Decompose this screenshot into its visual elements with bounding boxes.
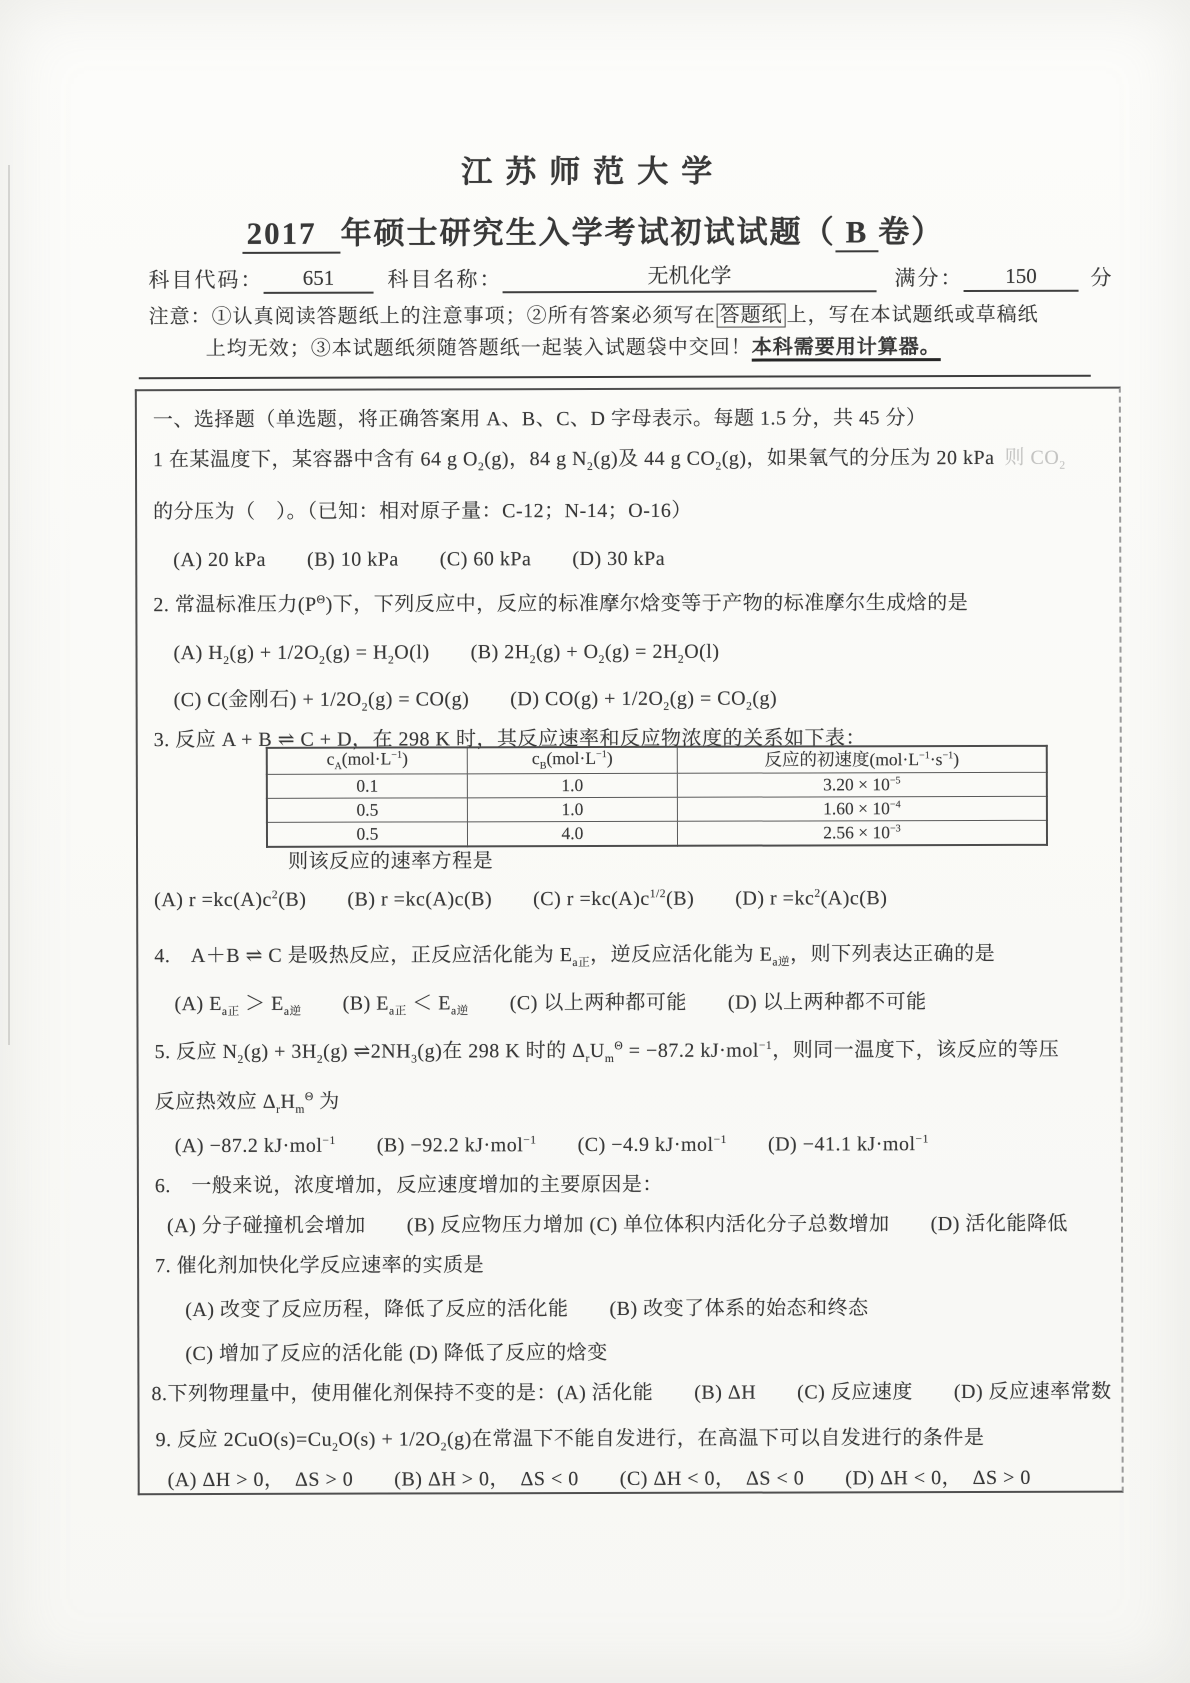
subject-meta-row bbox=[148, 259, 1113, 295]
table-cell: $1.60 \times 10^{-4}$ bbox=[677, 796, 1047, 821]
subject-code-label: 科目代码： bbox=[148, 267, 264, 293]
question-1-faded-tail: 则 $CO_2$ bbox=[1004, 446, 1066, 472]
notice-part1: ①认真阅读答题纸上的注意事项；②所有答案必须写在 bbox=[211, 304, 716, 329]
question-2-options-ab: (A) $H_2(g) + 1/2O_2(g) = H_2O(l)$ (B) $2H_2(g) + O_2(g) = 2H_2O(l)$ bbox=[173, 640, 720, 667]
question-5-line1: 5. 反应 $N_2(g) + 3H_2(g)$ $\rightleftharpoons 2NH_3(g)$在 298 K 时的 $\Delta_rU_m^\Theta = -87.2$ kJ·mol$^{-1}$，则同一温度下，该反应的等压 bbox=[154, 1038, 1060, 1066]
notice-line-1 bbox=[149, 298, 1039, 329]
exam-title-mid: 年硕士研究生入学考试初试试题（ bbox=[340, 214, 836, 251]
exam-year: 2017 bbox=[243, 216, 341, 254]
table-cell: 0.5 bbox=[267, 798, 468, 823]
table-cell: 4.0 bbox=[467, 821, 677, 846]
question-3-text: 3. 反应 A + B ⇌ C + D，在 298 K 时，其反应速率和反应物浓度的关系如下表： bbox=[153, 727, 866, 752]
table-cell: 1.0 bbox=[467, 773, 677, 798]
question-6-text: 6. 一般来说，浓度增加，反应速度增加的主要原因是： bbox=[154, 1173, 663, 1198]
table-header-rate: 反应的初速度$(mol\cdot L^{-1}\cdot s^{-1})$ bbox=[677, 746, 1047, 773]
notice-boxed-term: 答题纸 bbox=[717, 303, 786, 327]
questions-border-box bbox=[135, 387, 1124, 1496]
table-cell: 1.0 bbox=[467, 797, 677, 822]
table-header-row bbox=[267, 746, 1047, 774]
header-divider bbox=[139, 375, 1091, 379]
question-9-text: 9. 反应 $2CuO(s)=Cu_2O(s) + 1/2O_2(g)$在常温下不能自发进行，在高温下可以自发进行的条件是 bbox=[155, 1426, 985, 1454]
question-6-options: (A) 分子碰撞机会增加 (B) 反应物压力增加 (C) 单位体积内活化分子总数增加 (D) 活化能降低 bbox=[166, 1212, 1068, 1238]
table-header-ca: $c_A(mol\cdot L^{-1})$ bbox=[267, 747, 468, 774]
notice-part2: 上，写在本试题纸或草稿纸 bbox=[786, 303, 1039, 327]
table-cell: 0.5 bbox=[267, 822, 468, 847]
notice-line2-text: 上均无效；③本试题纸须随答题纸一起装入试题袋中交回！ bbox=[205, 336, 752, 361]
table-cell: $3.20 \times 10^{-5}$ bbox=[677, 772, 1047, 797]
notice-line-2 bbox=[206, 330, 941, 361]
notice-label: 注意： bbox=[148, 306, 212, 329]
question-5-options: (A) −87.2 kJ·mol$^{-1}$ (B) −92.2 kJ·mol$^{-1}$ (C) −4.9 kJ·mol$^{-1}$ (D) −41.1 kJ·mol$^{-1}$ bbox=[174, 1132, 929, 1158]
question-1-line1-text: 1 在某温度下，某容器中含有 64 g $O_2(g)$，84 g $N_2(g)$及 44 g $CO_2(g)$，如果氧气的分压为 20 kPa bbox=[152, 446, 995, 474]
exam-title-end: 卷） bbox=[878, 214, 945, 250]
table-row bbox=[267, 796, 1047, 822]
subject-name-label: 科目名称： bbox=[387, 267, 503, 292]
score-unit: 分 bbox=[1090, 265, 1114, 290]
paper-letter: B bbox=[836, 214, 879, 252]
section-heading: 一、选择题（单选题，将正确答案用 A、B、C、D 字母表示。每题 1.5 分，共 45 分） bbox=[152, 407, 927, 432]
question-3-followup: 则该反应的速率方程是 bbox=[288, 850, 494, 873]
table-row bbox=[267, 820, 1047, 847]
question-2-text: 2. 常温标准压力$(P^\Theta)$下，下列反应中，反应的标准摩尔焓变等于产物的标准摩尔生成焓的是 bbox=[153, 592, 969, 617]
question-8-text: 8.下列物理量中，使用催化剂保持不变的是：(A) 活化能 (B) ΔH (C) 反应速度 (D) 反应速率常数 bbox=[151, 1380, 1112, 1406]
table-cell: 0.1 bbox=[267, 774, 468, 799]
question-3-options: (A) $r =kc(A)c^2(B)$ (B) r =kc(A)c(B) (C) $r =kc(A)c^{1/2}(B)$ (D) $r =kc^2(A)c(B)$ bbox=[154, 886, 888, 912]
question-1-line1 bbox=[153, 441, 1066, 474]
question-4-text: 4. A＋B ⇌ C 是吸热反应，正反应活化能为 $E_{a正}$，逆反应活化能为 $E_{a逆}$，则下列表达正确的是 bbox=[154, 942, 996, 970]
subject-name-value: 无机化学 bbox=[502, 259, 876, 293]
notice-emphasis: 本科需要用计算器。 bbox=[752, 336, 941, 361]
table-row bbox=[267, 772, 1047, 798]
exam-title bbox=[0, 205, 1188, 253]
full-score-value: 150 bbox=[963, 264, 1078, 292]
question-4-options: (A) $E_{a正} > E_{a逆}$ (B) $E_{a正} < E_{a逆}$ (C) 以上两种都可能 (D) 以上两种都不可能 bbox=[174, 991, 927, 1018]
question-7-text: 7. 催化剂加快化学反应速率的实质是 bbox=[155, 1254, 485, 1278]
rate-data-table bbox=[266, 745, 1048, 848]
university-title: 江苏师范大学 bbox=[461, 153, 726, 190]
question-7-options-cd: (C) 增加了反应的活化能 (D) 降低了反应的焓变 bbox=[185, 1341, 608, 1366]
table-header-cb: $c_B(mol\cdot L^{-1})$ bbox=[467, 747, 677, 774]
question-5-line2: 反应热效应 $\Delta_rH_m^\Theta$ 为 bbox=[154, 1090, 340, 1116]
full-score-label: 满分： bbox=[894, 266, 964, 291]
question-7-options-ab: (A) 改变了反应历程，降低了反应的活化能 (B) 改变了体系的始态和终态 bbox=[185, 1297, 869, 1322]
question-9-options: (A) ΔH > 0， ΔS > 0 (B) ΔH > 0， ΔS < 0 (C) ΔH < 0， ΔS < 0 (D) ΔH < 0， ΔS > 0 bbox=[167, 1466, 1031, 1492]
question-1-options: (A) 20 kPa (B) 10 kPa (C) 60 kPa (D) 30 kPa bbox=[173, 547, 666, 572]
subject-code-value: 651 bbox=[263, 266, 373, 294]
question-2-options-cd: (C) C(金刚石) + $1/2O_2(g) = CO(g)$ (D) $CO(g) + 1/2O_2(g) = CO_2(g)$ bbox=[173, 687, 778, 714]
question-1-line2: 的分压为（ ）。（已知：相对原子量：C-12；N-14；O-16） bbox=[153, 499, 692, 524]
table-cell: $2.56 \times 10^{-3}$ bbox=[677, 820, 1047, 845]
